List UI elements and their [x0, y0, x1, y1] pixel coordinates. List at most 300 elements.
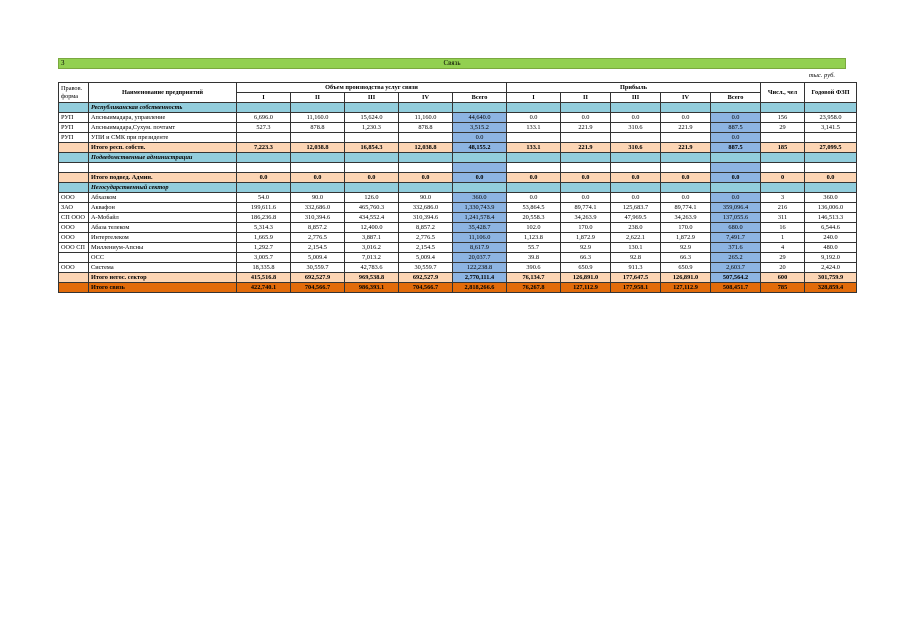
section-empty-cell — [507, 183, 561, 193]
volume-cell: 122,238.8 — [453, 263, 507, 273]
profit-cell: 92.9 — [561, 243, 611, 253]
section-title: Связь — [443, 59, 461, 67]
units-label: тыс. руб. — [808, 72, 835, 79]
company-name-cell: УПИ и СМК при президенте — [89, 133, 237, 143]
profit-cell: 1,872.9 — [561, 233, 611, 243]
staff-cell: 785 — [761, 283, 805, 293]
company-name-cell: Интертелеком — [89, 233, 237, 243]
section-empty-cell — [291, 183, 345, 193]
table-row — [59, 263, 857, 273]
staff-cell: 0 — [761, 173, 805, 183]
profit-cell: 127,112.9 — [661, 283, 711, 293]
volume-cell: 332,686.0 — [291, 203, 345, 213]
volume-cell: 692,527.9 — [399, 273, 453, 283]
staff-cell: 20 — [761, 263, 805, 273]
section-form-cell — [59, 153, 89, 163]
profit-cell: 66.3 — [561, 253, 611, 263]
payroll-cell — [805, 163, 857, 173]
profit-cell: 0.0 — [661, 173, 711, 183]
profit-cell: 177,958.1 — [611, 283, 661, 293]
header-volume-q1: I — [237, 93, 291, 103]
profit-cell: 0.0 — [711, 113, 761, 123]
profit-cell: 390.6 — [507, 263, 561, 273]
profit-cell: 7,491.7 — [711, 233, 761, 243]
profit-cell: 0.0 — [711, 173, 761, 183]
volume-cell: 2,776.5 — [399, 233, 453, 243]
header-volume-q4: IV — [399, 93, 453, 103]
section-empty-cell — [661, 153, 711, 163]
company-name-cell: Апсныимадара,Сухум. почтамт — [89, 123, 237, 133]
volume-cell: 11,106.0 — [453, 233, 507, 243]
volume-cell: 12,038.8 — [399, 143, 453, 153]
profit-cell: 89,774.1 — [661, 203, 711, 213]
volume-cell: 199,611.6 — [237, 203, 291, 213]
volume-cell: 2,770,111.4 — [453, 273, 507, 283]
profit-cell: 177,647.5 — [611, 273, 661, 283]
header-payroll: Годовой ФЗП — [805, 83, 857, 103]
volume-cell: 5,009.4 — [291, 253, 345, 263]
section-empty-cell — [611, 183, 661, 193]
section-empty-cell — [711, 153, 761, 163]
communications-table — [58, 82, 857, 293]
volume-cell: 7,223.3 — [237, 143, 291, 153]
payroll-cell: 23,958.0 — [805, 113, 857, 123]
table-row — [59, 213, 857, 223]
profit-cell: 0.0 — [507, 193, 561, 203]
volume-cell: 1,330,743.9 — [453, 203, 507, 213]
volume-cell: 360.0 — [453, 193, 507, 203]
profit-cell: 47,969.5 — [611, 213, 661, 223]
table-row — [59, 253, 857, 263]
section-empty-cell — [805, 103, 857, 113]
profit-cell: 34,263.9 — [561, 213, 611, 223]
header-profit-q3: III — [611, 93, 661, 103]
volume-cell: 54.0 — [237, 193, 291, 203]
volume-cell: 1,665.9 — [237, 233, 291, 243]
table-row — [59, 193, 857, 203]
volume-cell: 16,854.3 — [345, 143, 399, 153]
header-volume-q5: Всего — [453, 93, 507, 103]
profit-cell: 92.9 — [661, 243, 711, 253]
staff-cell: 3 — [761, 193, 805, 203]
volume-cell: 0.0 — [291, 173, 345, 183]
profit-cell: 0.0 — [561, 113, 611, 123]
section-empty-cell — [237, 103, 291, 113]
volume-cell: 42,783.6 — [345, 263, 399, 273]
table-row — [59, 123, 857, 133]
section-empty-cell — [237, 183, 291, 193]
profit-cell — [661, 163, 711, 173]
volume-cell: 415,516.8 — [237, 273, 291, 283]
volume-cell: 5,009.4 — [399, 253, 453, 263]
volume-cell — [237, 133, 291, 143]
profit-cell: 39.8 — [507, 253, 561, 263]
volume-cell: 3,887.1 — [345, 233, 399, 243]
section-empty-cell — [345, 183, 399, 193]
profit-cell — [611, 133, 661, 143]
payroll-cell: 27,099.5 — [805, 143, 857, 153]
table-row — [59, 113, 857, 123]
section-empty-cell — [453, 153, 507, 163]
profit-cell: 0.0 — [661, 113, 711, 123]
profit-cell — [507, 163, 561, 173]
staff-cell: 185 — [761, 143, 805, 153]
profit-cell: 137,055.6 — [711, 213, 761, 223]
profit-cell: 887.5 — [711, 123, 761, 133]
profit-cell: 310.6 — [611, 123, 661, 133]
company-name-cell: Итого связь — [89, 283, 237, 293]
section-empty-cell — [561, 183, 611, 193]
subtotal-row — [59, 273, 857, 283]
profit-cell: 102.0 — [507, 223, 561, 233]
volume-cell: 126.0 — [345, 193, 399, 203]
payroll-cell — [805, 133, 857, 143]
staff-cell — [761, 163, 805, 173]
volume-cell: 90.0 — [291, 193, 345, 203]
profit-cell: 221.9 — [661, 123, 711, 133]
section-empty-cell — [561, 103, 611, 113]
legal-form-cell: РУП — [59, 113, 89, 123]
section-empty-cell — [345, 153, 399, 163]
staff-cell: 1 — [761, 233, 805, 243]
header-volume-q2: II — [291, 93, 345, 103]
profit-cell: 0.0 — [561, 173, 611, 183]
volume-cell: 3,005.7 — [237, 253, 291, 263]
staff-cell: 600 — [761, 273, 805, 283]
profit-cell: 133.1 — [507, 143, 561, 153]
payroll-cell: 146,513.3 — [805, 213, 857, 223]
profit-cell — [561, 133, 611, 143]
volume-cell: 8,857.2 — [399, 223, 453, 233]
subtotal-row — [59, 143, 857, 153]
header-staff: Числ., чел — [761, 83, 805, 103]
volume-cell: 434,552.4 — [345, 213, 399, 223]
volume-cell: 186,236.8 — [237, 213, 291, 223]
table-row — [59, 223, 857, 233]
payroll-cell: 240.0 — [805, 233, 857, 243]
company-name-cell — [89, 163, 237, 173]
section-label: Республиканская собственность — [89, 103, 237, 113]
profit-cell: 1,123.8 — [507, 233, 561, 243]
profit-cell: 371.6 — [711, 243, 761, 253]
company-name-cell: Итого подвед. Админ. — [89, 173, 237, 183]
staff-cell: 4 — [761, 243, 805, 253]
legal-form-cell — [59, 253, 89, 263]
staff-cell: 16 — [761, 223, 805, 233]
volume-cell — [345, 133, 399, 143]
header-name: Наименование предприятий — [89, 83, 237, 103]
section-empty-cell — [711, 103, 761, 113]
volume-cell: 7,013.2 — [345, 253, 399, 263]
subtotal-row — [59, 173, 857, 183]
header-profit: Прибыль — [507, 83, 761, 93]
header-form: Правов. форма — [59, 83, 89, 103]
section-empty-cell — [805, 153, 857, 163]
section-empty-cell — [611, 153, 661, 163]
volume-cell: 878.8 — [291, 123, 345, 133]
section-empty-cell — [345, 103, 399, 113]
section-empty-cell — [805, 183, 857, 193]
volume-cell: 11,160.0 — [291, 113, 345, 123]
staff-cell: 156 — [761, 113, 805, 123]
legal-form-cell: ООО СП — [59, 243, 89, 253]
section-row — [59, 183, 857, 193]
table-row — [59, 243, 857, 253]
section-form-cell — [59, 183, 89, 193]
volume-cell: 6,696.0 — [237, 113, 291, 123]
section-title-bar — [58, 58, 846, 69]
legal-form-cell: ООО — [59, 193, 89, 203]
staff-cell: 311 — [761, 213, 805, 223]
section-form-cell — [59, 103, 89, 113]
volume-cell: 15,624.0 — [345, 113, 399, 123]
profit-cell: 265.2 — [711, 253, 761, 263]
legal-form-cell — [59, 143, 89, 153]
profit-cell: 2,622.1 — [611, 233, 661, 243]
profit-cell: 680.0 — [711, 223, 761, 233]
profit-cell: 221.9 — [561, 123, 611, 133]
payroll-cell: 9,192.0 — [805, 253, 857, 263]
section-empty-cell — [761, 183, 805, 193]
volume-cell: 1,292.7 — [237, 243, 291, 253]
company-name-cell: Абхазком — [89, 193, 237, 203]
volume-cell: 0.0 — [345, 173, 399, 183]
section-number: 3 — [61, 59, 65, 67]
section-empty-cell — [453, 103, 507, 113]
profit-cell: 89,774.1 — [561, 203, 611, 213]
profit-cell: 53,864.5 — [507, 203, 561, 213]
payroll-cell: 2,424.0 — [805, 263, 857, 273]
section-empty-cell — [561, 153, 611, 163]
profit-cell: 911.3 — [611, 263, 661, 273]
volume-cell: 3,515.2 — [453, 123, 507, 133]
profit-cell: 0.0 — [711, 133, 761, 143]
volume-cell: 310,394.6 — [399, 213, 453, 223]
profit-cell: 126,891.0 — [561, 273, 611, 283]
profit-cell — [561, 163, 611, 173]
profit-cell: 133.1 — [507, 123, 561, 133]
volume-cell: 878.8 — [399, 123, 453, 133]
profit-cell: 76,267.8 — [507, 283, 561, 293]
section-empty-cell — [661, 183, 711, 193]
payroll-cell: 301,759.9 — [805, 273, 857, 283]
volume-cell — [291, 133, 345, 143]
company-name-cell: Система — [89, 263, 237, 273]
volume-cell: 35,428.7 — [453, 223, 507, 233]
section-empty-cell — [761, 103, 805, 113]
volume-cell: 12,400.0 — [345, 223, 399, 233]
profit-cell: 34,263.9 — [661, 213, 711, 223]
header-volume: Объем производства услуг связи — [237, 83, 507, 93]
header-profit-q5: Всего — [711, 93, 761, 103]
profit-cell: 0.0 — [507, 173, 561, 183]
section-empty-cell — [399, 103, 453, 113]
volume-cell: 20,037.7 — [453, 253, 507, 263]
staff-cell: 216 — [761, 203, 805, 213]
profit-cell: 887.5 — [711, 143, 761, 153]
profit-cell: 127,112.9 — [561, 283, 611, 293]
legal-form-cell: РУП — [59, 133, 89, 143]
profit-cell: 125,683.7 — [611, 203, 661, 213]
volume-cell: 48,155.2 — [453, 143, 507, 153]
profit-cell: 0.0 — [611, 193, 661, 203]
section-empty-cell — [611, 103, 661, 113]
legal-form-cell: СП ООО — [59, 213, 89, 223]
section-row — [59, 103, 857, 113]
profit-cell: 76,134.7 — [507, 273, 561, 283]
profit-cell: 92.8 — [611, 253, 661, 263]
section-row — [59, 153, 857, 163]
volume-cell: 3,016.2 — [345, 243, 399, 253]
volume-cell: 44,640.0 — [453, 113, 507, 123]
profit-cell: 66.3 — [661, 253, 711, 263]
volume-cell: 1,241,578.4 — [453, 213, 507, 223]
profit-cell: 650.9 — [661, 263, 711, 273]
volume-cell: 2,154.5 — [291, 243, 345, 253]
profit-cell: 0.0 — [711, 193, 761, 203]
payroll-cell: 480.0 — [805, 243, 857, 253]
legal-form-cell — [59, 283, 89, 293]
company-name-cell: Аквафон — [89, 203, 237, 213]
payroll-cell: 360.0 — [805, 193, 857, 203]
profit-cell: 0.0 — [661, 193, 711, 203]
company-name-cell: Итого респ. собств. — [89, 143, 237, 153]
volume-cell: 90.0 — [399, 193, 453, 203]
section-label: Негосударственный сектор — [89, 183, 237, 193]
profit-cell: 170.0 — [661, 223, 711, 233]
grand-row — [59, 283, 857, 293]
volume-cell — [453, 163, 507, 173]
header-profit-q4: IV — [661, 93, 711, 103]
payroll-cell: 0.0 — [805, 173, 857, 183]
staff-cell: 29 — [761, 123, 805, 133]
table-row — [59, 203, 857, 213]
profit-cell: 238.0 — [611, 223, 661, 233]
profit-cell: 20,558.3 — [507, 213, 561, 223]
volume-cell: 465,760.3 — [345, 203, 399, 213]
volume-cell: 422,740.1 — [237, 283, 291, 293]
section-empty-cell — [291, 153, 345, 163]
profit-cell: 0.0 — [611, 173, 661, 183]
company-name-cell: Миллениум-Апсны — [89, 243, 237, 253]
profit-cell: 130.1 — [611, 243, 661, 253]
legal-form-cell: РУП — [59, 123, 89, 133]
staff-cell: 29 — [761, 253, 805, 263]
table-row — [59, 163, 857, 173]
payroll-cell: 328,859.4 — [805, 283, 857, 293]
table-row — [59, 233, 857, 243]
section-empty-cell — [507, 103, 561, 113]
volume-cell: 0.0 — [453, 173, 507, 183]
section-empty-cell — [453, 183, 507, 193]
profit-cell: 55.7 — [507, 243, 561, 253]
company-name-cell: Апсныимадара, управление — [89, 113, 237, 123]
payroll-cell: 6,544.6 — [805, 223, 857, 233]
profit-cell — [611, 163, 661, 173]
profit-cell: 0.0 — [561, 193, 611, 203]
header-volume-q3: III — [345, 93, 399, 103]
profit-cell: 1,872.9 — [661, 233, 711, 243]
volume-cell: 2,776.5 — [291, 233, 345, 243]
profit-cell: 0.0 — [611, 113, 661, 123]
payroll-cell: 3,141.5 — [805, 123, 857, 133]
volume-cell: 692,527.9 — [291, 273, 345, 283]
volume-cell: 8,617.9 — [453, 243, 507, 253]
section-empty-cell — [291, 103, 345, 113]
profit-cell: 2,603.7 — [711, 263, 761, 273]
staff-cell — [761, 133, 805, 143]
profit-cell: 359,096.4 — [711, 203, 761, 213]
volume-cell — [237, 163, 291, 173]
volume-cell: 0.0 — [237, 173, 291, 183]
volume-cell: 12,038.8 — [291, 143, 345, 153]
section-empty-cell — [237, 153, 291, 163]
legal-form-cell: ЗАО — [59, 203, 89, 213]
legal-form-cell — [59, 273, 89, 283]
section-label: Подведомственные администрации — [89, 153, 237, 163]
profit-cell — [507, 133, 561, 143]
section-empty-cell — [711, 183, 761, 193]
volume-cell — [399, 163, 453, 173]
volume-cell: 1,230.3 — [345, 123, 399, 133]
profit-cell: 221.9 — [661, 143, 711, 153]
company-name-cell: Абаза телеком — [89, 223, 237, 233]
profit-cell: 0.0 — [507, 113, 561, 123]
header-profit-q1: I — [507, 93, 561, 103]
table-row — [59, 133, 857, 143]
legal-form-cell — [59, 163, 89, 173]
profit-cell: 650.9 — [561, 263, 611, 273]
volume-cell: 2,818,266.6 — [453, 283, 507, 293]
payroll-cell: 136,006.0 — [805, 203, 857, 213]
section-empty-cell — [761, 153, 805, 163]
volume-cell: 332,686.0 — [399, 203, 453, 213]
profit-cell: 170.0 — [561, 223, 611, 233]
legal-form-cell — [59, 173, 89, 183]
profit-cell — [661, 133, 711, 143]
volume-cell: 0.0 — [399, 173, 453, 183]
volume-cell: 30,559.7 — [291, 263, 345, 273]
profit-cell — [711, 163, 761, 173]
volume-cell: 969,538.8 — [345, 273, 399, 283]
volume-cell: 986,393.1 — [345, 283, 399, 293]
company-name-cell: А-Мобайл — [89, 213, 237, 223]
profit-cell: 508,451.7 — [711, 283, 761, 293]
profit-cell: 221.9 — [561, 143, 611, 153]
section-empty-cell — [399, 183, 453, 193]
profit-cell: 126,891.0 — [661, 273, 711, 283]
section-empty-cell — [507, 153, 561, 163]
volume-cell — [345, 163, 399, 173]
section-empty-cell — [399, 153, 453, 163]
volume-cell: 704,566.7 — [291, 283, 345, 293]
volume-cell: 2,154.5 — [399, 243, 453, 253]
company-name-cell: ОСС — [89, 253, 237, 263]
volume-cell: 704,566.7 — [399, 283, 453, 293]
volume-cell: 18,335.8 — [237, 263, 291, 273]
volume-cell: 5,314.3 — [237, 223, 291, 233]
volume-cell — [399, 133, 453, 143]
legal-form-cell: ООО — [59, 233, 89, 243]
header-profit-q2: II — [561, 93, 611, 103]
volume-cell: 527.3 — [237, 123, 291, 133]
profit-cell: 310.6 — [611, 143, 661, 153]
volume-cell: 11,160.0 — [399, 113, 453, 123]
legal-form-cell: ООО — [59, 223, 89, 233]
volume-cell: 310,394.6 — [291, 213, 345, 223]
volume-cell: 30,559.7 — [399, 263, 453, 273]
volume-cell — [291, 163, 345, 173]
